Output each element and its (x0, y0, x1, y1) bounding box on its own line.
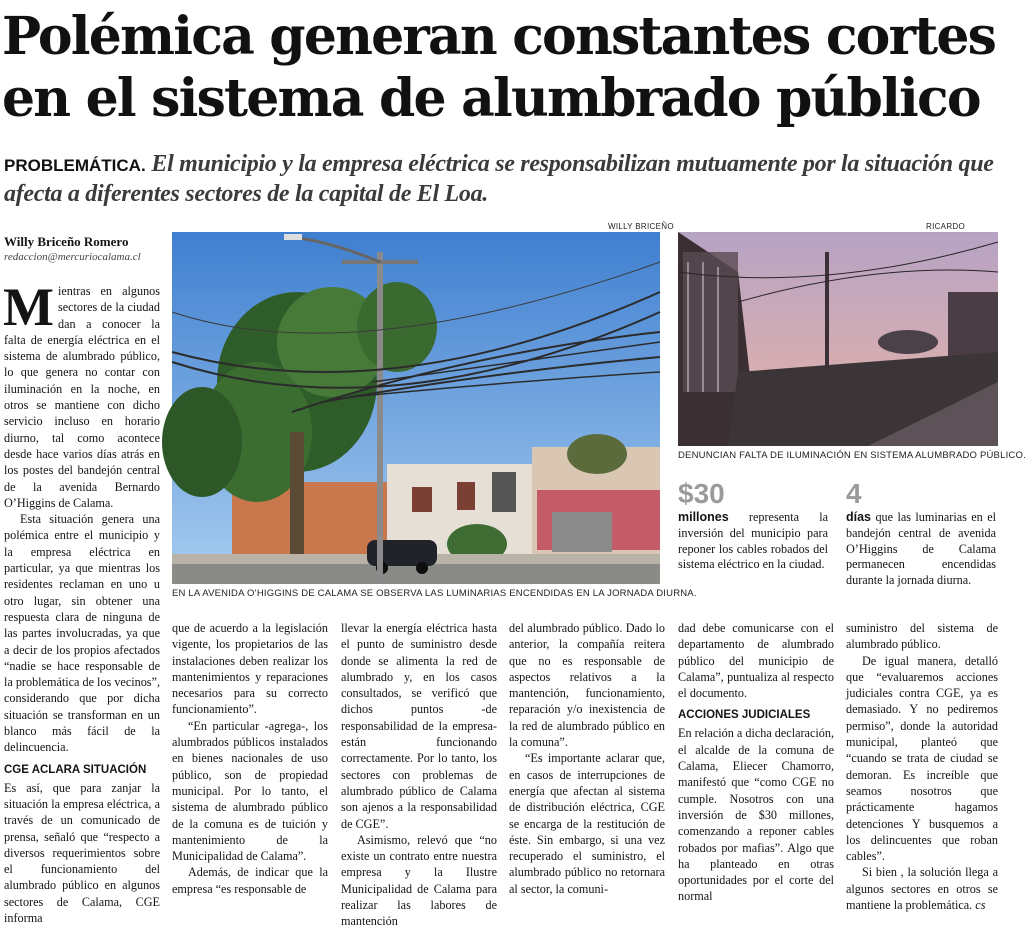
paragraph: “En particular -agrega-, los alumbrados públicos instalados en bienes nacionales de uso público, son de propiedad municipal. Por lo tanto, el sistema de alumbrado público de la comuna es de tuición y mantenimiento de la Municipalidad de Calama”. (172, 718, 328, 864)
paragraph-text: ientras en algunos sectores de la ciudad dan a conocer la falta de energía eléctrica en el sistema de alumbrado público, lo que genera no contar con iluminación en la noche, en otros se mantiene con dicho servicio incluso en horario diurno, tal como acontece desde hace varios días atrás en los postes del bandejón central de la avenida Bernardo O’Higgins de Calama. (4, 284, 160, 510)
deck (4, 150, 998, 209)
stat-1-text (678, 510, 828, 573)
paragraph: Además, de indicar que la empresa “es responsable de (172, 865, 328, 896)
second-photo-image (678, 232, 998, 446)
deck-text: El municipio y la empresa eléctrica se responsabilizan mutuamente por la situación que afecta a diferentes sectores de la capital de El Loa. (4, 151, 994, 207)
headline (2, 6, 998, 130)
paragraph: Es así, que para zanjar la situación la empresa eléctrica, a través de un comunicado de prensa, señaló que “respecto a diversos requerimientos sobre el funcionamiento del alumbrado público en algunos sectores de Calama, CGE informa (4, 780, 160, 925)
paragraph: “Es importante aclarar que, en casos de interrupciones de energía que afectan al sistema de distribución eléctrica, CGE se encarga de la restitución de éste. Sin embargo, si una vez recuperado el suministro, el alumbrado público no retornara al sector, la comuni- (509, 751, 665, 896)
paragraph: De igual manera, detalló que “evaluaremos acciones judiciales contra CGE, ya es demasiado. Y no pediremos permiso”, donde la autoridad municipal, planteó que “cuando se trata de ciudad se demoran. Es increíble que seamos nosotros que prácticamente hagamos detenciones Y busquemos a los delincuentes que roban cables”. (846, 653, 998, 864)
stat-2-unit: días (846, 510, 872, 524)
main-photo-image (172, 232, 660, 584)
end-mark: cs (975, 898, 986, 913)
paragraph: Esta situación genera una polémica entre el municipio y la empresa eléctrica en particular, ya que mientras los residentes reclaman en uno u otro lugar, sin obtener una respuesta clara de ninguna de las partes involucradas, ya que a decir de los propios afectados “nadie se hace responsable de la problemática de los vecinos”, considerando que por dicha situación se transforman en un blanco más fácil de la delincuencia. (4, 512, 161, 755)
second-photo-credit: RICARDO (926, 222, 965, 231)
paragraph: En relación a dicha declaración, el alcalde de la comuna de Calama, Eliecer Chamorro, manifestó que “como CGE no cumple. Nosotros con una inversión de $30 millones, comenzando a reponer cables robados por mafias”. Algo que ha planteado en otras oportunidades por el corte del normal (678, 726, 834, 904)
paragraph: dad debe comunicarse con el departamento de alumbrado público del municipio de Calama”, puntualiza al respecto el documento. (678, 621, 834, 701)
main-photo-credit: WILLY BRICEÑO (608, 222, 674, 231)
byline-email: redaccion@mercuriocalama.cl (4, 251, 141, 263)
second-photo-caption: DENUNCIAN FALTA DE ILUMINACIÓN EN SISTEMA ALUMBRADO PÚBLICO. (678, 450, 1026, 461)
paragraph-text: Si bien , la solución llega a algunos sectores en otros se mantiene la problemática. (846, 865, 998, 913)
stat-box-1 (678, 478, 828, 573)
body-column-1 (3, 277, 161, 926)
second-photo (678, 232, 998, 446)
paragraph: del alumbrado público. Dado lo anterior, la compañía reitera que no es responsable de aspectos relativos a la mantención, funcionamiento, reparación y/o inexistencia de la red de alumbrado público en la comuna”. (509, 621, 665, 750)
main-photo-caption: EN LA AVENIDA O’HIGGINS DE CALAMA SE OBSERVA LAS LUMINARIAS ENCENDIDAS EN LA JORNADA DIURNA. (172, 588, 697, 599)
stat-2-figure: 4 (846, 478, 862, 509)
stat-box-2 (846, 478, 996, 589)
headline-line-2: en el sistema de alumbrado público (2, 68, 980, 129)
subhead: CGE ACLARA SITUACIÓN (4, 763, 147, 776)
deck-kicker: PROBLEMÁTICA. (4, 156, 146, 175)
subhead: ACCIONES JUDICIALES (678, 709, 811, 722)
paragraph (3, 277, 160, 511)
stat-2-text (846, 510, 996, 589)
body-column-3 (341, 620, 497, 930)
stat-1-body: representa la inversión del municipio para reponer los cables robados del sistema eléctrico en la ciudad. (678, 510, 828, 572)
body-column-5 (678, 620, 834, 905)
main-photo (172, 232, 660, 584)
dropcap: M (3, 277, 54, 337)
paragraph: Asimismo, relevó que “no existe un contrato entre nuestra empresa y la Ilustre Municipalidad de Calama para realizar las labores de mantención (341, 832, 497, 929)
byline-author: Willy Briceño Romero (4, 234, 129, 249)
stat-2-body: que las luminarias en el bandejón central de avenida O’Higgins de Calama permanecen encendidas durante la jornada diurna. (846, 510, 996, 588)
stat-1-unit: millones (678, 510, 729, 524)
stat-1-figure: $30 (678, 478, 725, 509)
paragraph: que de acuerdo a la legislación vigente, los propietarios de las instalaciones deben realizar los mantenimientos y reparaciones necesarios para su correcto funcionamiento”. (172, 621, 328, 717)
headline-line-1: Polémica generan constantes cortes (2, 6, 996, 67)
body-column-2 (172, 620, 328, 897)
paragraph (846, 864, 998, 913)
paragraph: suministro del sistema de alumbrado público. (846, 621, 998, 652)
paragraph: llevar la energía eléctrica hasta el punto de suministro desde donde se alimenta la red de alumbrado y, en los casos consultados, se verificó que dichos puntos -de responsabilidad de la empresa- están funcionando correctamente. Por lo tanto, los sectores con problemas de alumbrado público de Calama son ajenos a la responsabilidad de CGE”. (341, 621, 497, 831)
body-column-4 (509, 620, 665, 897)
body-column-6 (846, 620, 998, 913)
